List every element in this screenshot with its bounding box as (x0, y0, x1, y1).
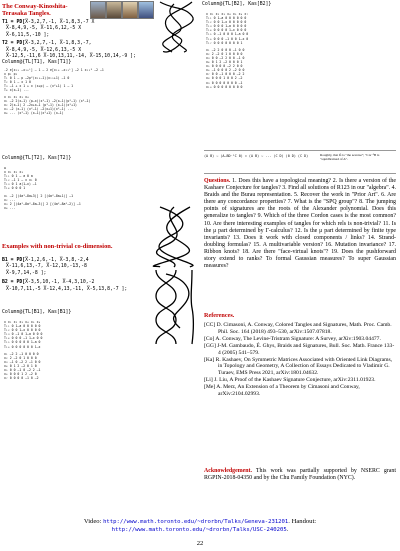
video-link[interactable]: http://www.math.toronto.edu/~drorbn/Talks/Geneva-231201 (103, 519, 289, 525)
section-title: Examples with non-trivial co-dimension. (2, 243, 113, 250)
questions-title: Questions. (204, 178, 231, 184)
author-photo (138, 1, 154, 19)
b-definitions (2, 258, 127, 293)
video-label: Video: (83, 518, 102, 525)
tangle-diagram-t2 (152, 205, 198, 269)
b2-label: B2 = PD[ (2, 280, 26, 286)
t1-line: X̅-8,4,9,-5, X̅-11,6,12,-5 X (6, 26, 82, 32)
reference-text: A. Conway, The Levine-Tristram Signature: A Survey, arXiv:1903.04477. (215, 335, 381, 342)
footer-links: Video: http://www.math.toronto.edu/~drorbn/Talks/Geneva-231201. Handout: http://www.math.toronto.edu/~drorbn/Talks/USC-240205. (83, 518, 317, 533)
b1-line: X̅-1,2,6,-1, X̅-3,8,-2,4 (25, 258, 89, 263)
t2-label: T2 = PD[ (2, 41, 26, 47)
reference-text: A. Merz, An Extension of a Theorem by Cimasoni and Conway, arXiv:2104.02993. (216, 384, 360, 398)
b1-line: X̅-9,7,14,-8 ]; (6, 270, 47, 276)
reference-item (204, 336, 396, 343)
questions-paragraph (204, 178, 396, 270)
reference-tag: [CC] (204, 322, 216, 328)
acknowledgement-title: Acknowledgement. (204, 468, 252, 474)
reference-text: R. Kashaev, On Symmetric Matrices Associated with Oriented Link Diagrams, in Topology and Geometry, A Collection of Essays Dedicated to Vladimir G. Turaev, EMS Press 2021, arXiv:1801.04632. (215, 356, 393, 377)
reference-tag: [Co] (204, 335, 215, 342)
column-t2-command: Column@{TL[T2], Kas[T2]} (2, 156, 72, 161)
page-number: 22 (196, 540, 204, 547)
column-b1-command: Column@{TL[B1], Kas[B1]} (2, 310, 72, 315)
reference-text: J. Liu, A Proof of the Kashaev Signature Conjecture, arXiv:2311.01923. (214, 377, 376, 384)
b1-label: B1 = PD[ (2, 258, 26, 263)
column-t1-command: Column@{TL[T1], Kas[T1]} (2, 60, 72, 65)
matrix-formula: (A B) ∼ (A–BD⁻¹C 0) = (A B) ∼ ... (C D) (0 D) (C D) (204, 154, 309, 158)
reference-item (204, 322, 396, 336)
t1-label: T1 = PD[ (2, 20, 26, 25)
handout-link[interactable]: http://www.math.toronto.edu/~drorbn/Talks/USC-240205 (111, 527, 287, 533)
t2-line: X̅-8,4,9,-5, X̅-12,6,13,-5 X (6, 47, 82, 53)
author-photo (90, 1, 106, 19)
author-photo (122, 1, 138, 19)
reference-tag: [Li] (204, 377, 213, 384)
t1-output: -2 e[x₁₅ –x₁₆ᴸ] – 1 – 2 e[x₁₆ –x₁₅ᴸ] –2 1 x₁₂³ –2 –1 x p₁ p₂ T₁ 0 1 – p –2p²(x₁₅–1)(x₁₅+1) –1 0 T₂ 0 1 – x 1 0 T₃ –1 + x 1 + x (x+p) – (x²+1) 1 – 1 T₄ x(x–1) ... x x₁ x₂ x₃ x₄ x₁ –2 2(x–1) (p–x)(x²–1) –2(x–1)(p²–1) (x²–1) x₂ 2(x–1) 2 –2x+x–1 (p²–1) (x–1)(x²+1) x₃ –2 (x–1) (x²–1) –2(x+1)(x²–1) ... x₄ ... (x²–1) (x–1)(x²+1) (x–1) (4, 68, 104, 115)
acknowledgement-paragraph (204, 468, 396, 482)
reference-text: J-M. Gambaudo, É. Ghys, Braids and Signatures, Bull. Soc. Math. France 133-4 (2005) 541–579. (217, 342, 395, 356)
t1-line: X̅-6,11,5,-10 ]; (6, 32, 50, 38)
t2-output: w x x₁ x₂ x₃ T₁₁ 0 1 – a 0 a T₁₂ –1 1 – x x₁ 0 T₁₃ 0 1 a(1–x) –1 T₁₄ 0 0 0 1 x₁ –2 [(4a²–8a+3)] 2 [(4a²–8a+1)] –1 x₂ ... x₃ 2 [(4a²–8a²–8a–3)] 2 [(4a²–8a²–2)] –1 x₄ ... (4, 166, 81, 210)
reference-item (204, 343, 396, 357)
b1-output: x x₁ x₂ x₃ x₄ x₅ x₆ T₁₁ 0 1–a 0 0 0 0 0 T₁₂ 0 0 1–x 0 0 0 0 T₁₃ 0 –1 0 1–a 0 0 0 T₁₄ 0 0 0 –1 1–x 0 0 T₁₅ 0 0 0 0 0 1–a 0 T₁₆ 0 0 0 0 0 0 1–x x₁ –2 2 –1 0 0 0 0 x₂ 2 –2 0 1 0 0 0 x₃ –1 0 –2 2 –1 0 0 x₄ 0 1 2 –2 0 1 0 x₅ 0 0 –1 0 –2 2 –1 x₆ 0 0 0 1 2 –2 0 x₇ 0 0 0 0 –1 0 –2 (4, 320, 43, 381)
t1-line: X̅-3,2,7,-1, X̅-1,8,3,-7 X (25, 20, 95, 25)
tangle-diagram-t1 (154, 0, 198, 54)
reference-item (204, 384, 396, 398)
b2-output: x x₁ x₂ x₃ x₄ x₅ x₆ x₇ T₁₁ 0 1–a 0 0 0 0 0 0 T₁₂ 0 0 1–x 0 0 0 0 0 T₁₃ 0 0 0 1–a 0 0 0 0 T₁₄ 0 0 0 0 1–x 0 0 0 T₁₅ 0 –1 0 0 0 1–a 0 0 T₁₆ 0 0 0 –1 0 0 1–x 0 T₁₇ 0 0 0 0 0 0 0 1 x₁ –2 2 0 0 0 –1 0 0 x₂ 2 –2 0 1 0 0 0 0 x₃ 0 0 –2 2 0 0 –1 0 x₄ 0 1 2 –2 0 0 0 1 x₅ 0 0 0 0 –2 2 0 0 x₆ –1 0 0 0 2 –2 0 0 x₇ 0 0 –1 0 0 0 –2 2 x₈ 0 0 0 1 0 0 2 –2 x₉ 0 0 0 0 0 0 0 –1 x₁₀ 0 0 0 0 0 0 0 0 (206, 12, 249, 89)
references-list (204, 322, 396, 398)
t2-line: X̅-12,5,-11,6 X̅-10,13,11,-14, X̅-15,10,14,-9 ]; (6, 54, 136, 60)
t2-line: X̅-3,2,7,-1, X̅-1,8,3,-7, (25, 41, 92, 47)
questions-body: 1. Does this have a topological meaning? 2. Is there a version of the Kashaev Conjecture for tangles? 3. Find all solutions of R123 in our "algebra". 4. Braids and the Burau representation. 5. Recover the work in "Prior Art". 6. Are there any concordance properties? 7. What is the "SPQ group"? 8. The jumping points of signatures are the roots of the Alexander polynomial. Does this generalize to tangles? 9. Which of the three Cordon cases is the most common? 10. Are there interesting examples of tangles for which rels is non-trivial? 11. Is the μ part determined by Γ-calculus? 12. Is the μ part determined by finite type invariants? 13. Does it work with closed components / links? 14. Strand-doubling formulas? 15. A multivariable version? 16. Mutation invariance? 17. Ribbon knots? 18. Are there "face-virtual knots"? 19. Does the pushforward story extend to ranks? To formal Gaussian measures? To super Gaussian measures? (204, 178, 396, 270)
acknowledgement-body: This work was partially supported by NSERC grant RGPIN-2018-04350 and by the Chu Family Foundation (NYC). (204, 468, 396, 482)
column-b2-command: Column@{TL[B2], Kas[B2]} (202, 2, 272, 7)
reference-tag: [Ka] (204, 356, 215, 363)
reference-item (204, 357, 396, 378)
b2-line: X̅-10,7,11,-5 X̅-12,4,13,-11, X̅-5,13,8,-7 ]; (6, 286, 128, 292)
references-title: References. (204, 312, 235, 319)
t1-definition (2, 20, 136, 60)
b1-line: X̅-11,6,13,-7, X̅-12,10,-13,-8 (6, 264, 87, 270)
reference-tag: [GG] (204, 342, 216, 349)
section-title: The Conway-Kinoshita-Terasaka Tangles. (2, 3, 68, 18)
reference-text: D. Cimasoni, A. Conway, Colored Tangles and Signatures, Math. Proc. Camb. Phil. Soc. 164 (2018) 493–530, arXiv:1507.07818. (216, 322, 392, 335)
formula-caption: Roughly, that K̃ is "the severse"; "CA⁻¹B is "squidbrained of A". (320, 153, 380, 162)
author-photo (106, 1, 122, 19)
reference-tag: [Me] (204, 384, 216, 391)
handout-label: . Handout: (288, 518, 317, 525)
b2-line: X̅-3,5,10,-1, X̅-4,3,10,-2 (25, 280, 95, 286)
formula-box (204, 150, 396, 174)
